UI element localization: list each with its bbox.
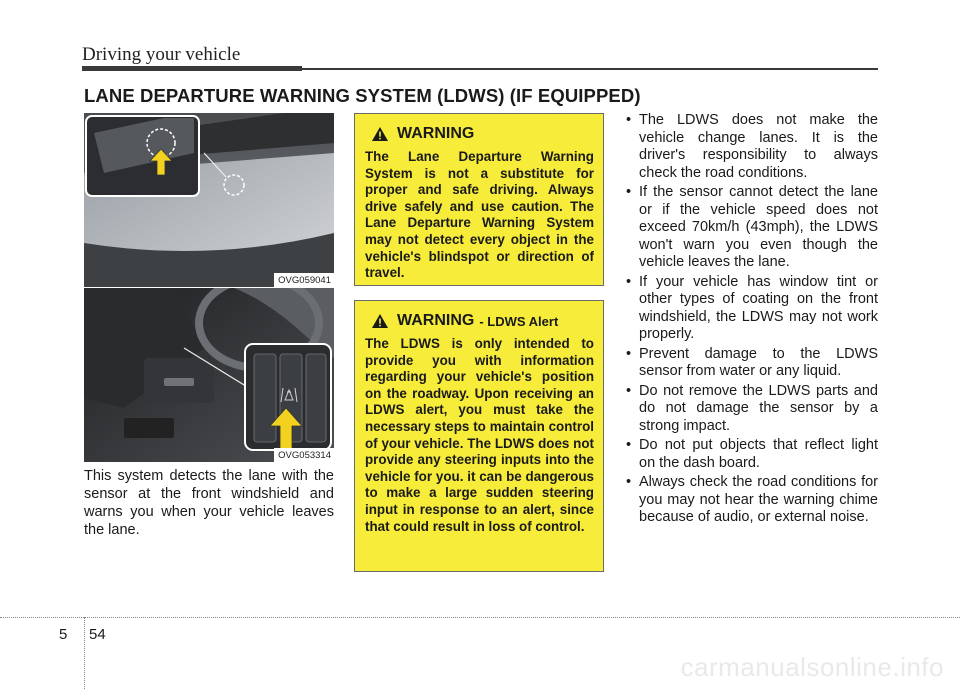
warning-header	[371, 310, 594, 332]
warning-title: WARNING	[397, 312, 475, 329]
list-item: • If the sensor cannot detect the lane or if the vehicle speed does not exceed 70km/h (43mph), the LDWS won't warn you even though the vehicle leaves the lane.	[626, 184, 878, 270]
list-item: • The LDWS does not make the vehicle change lanes. It is the driver's responsibility to always check the road conditions.	[626, 112, 878, 181]
dashboard-photo	[84, 288, 334, 462]
list-item: • Do not put objects that reflect light on the dash board.	[626, 437, 878, 471]
figure-code: OVG059041	[274, 273, 334, 287]
footer-divider	[84, 617, 85, 689]
list-item: • Prevent damage to the LDWS sensor from water or any liquid.	[626, 345, 878, 379]
watermark: carmanualsonline.info	[680, 652, 944, 682]
warning-triangle-icon	[371, 313, 389, 329]
precautions-list	[624, 112, 878, 529]
list-item: • Do not remove the LDWS parts and do not damage the sensor by a strong impact.	[626, 382, 878, 434]
warning-title: WARNING	[397, 125, 475, 142]
page-number: 54	[89, 626, 106, 643]
chapter-number: 5	[59, 626, 68, 643]
warning-subtitle: - LDWS Alert	[479, 313, 559, 329]
page-heading: LANE DEPARTURE WARNING SYSTEM (LDWS) (IF EQUIPPED)	[84, 85, 641, 106]
warning-body: The Lane Departure Warning System is not a substitute for proper and safe driving. Always drive safely and use caution. The Lane Departure Warning System may not detect every object in the vehicle's blindspot or direction of travel.	[365, 149, 594, 281]
warning-triangle-icon	[371, 126, 389, 142]
figure-code: OVG053314	[274, 448, 334, 462]
list-item: • Always check the road conditions for you may not hear the warning chime because of audio, or external noise.	[626, 474, 878, 525]
warning-body: The LDWS is only intended to provide you with information regarding your vehicle's position on the roadway. Upon receiving an LDWS alert, you must take the necessary steps to maintain control of your vehicle. The LDWS does not provide any steering inputs into the vehicle for you. it can be dangerous to make a large sudden steering input in response to an alert, since that could result in loss of control.	[365, 336, 594, 534]
windshield-photo	[84, 113, 334, 287]
warning-header	[371, 123, 594, 145]
footer-rule	[0, 617, 960, 618]
figure-windshield-sensor	[84, 113, 334, 287]
list-item: • If your vehicle has window tint or other types of coating on the front windshield, the LDWS may not work properly.	[626, 273, 878, 342]
header-rule	[82, 66, 878, 71]
section-title: Driving your vehicle	[82, 44, 241, 65]
warning-box-ldws-alert	[354, 300, 604, 572]
warning-box-general	[354, 113, 604, 286]
figure-ldws-switch	[84, 288, 334, 462]
intro-paragraph: This system detects the lane with the sensor at the front windshield and warns you when your vehicle leaves the lane.	[84, 468, 334, 538]
